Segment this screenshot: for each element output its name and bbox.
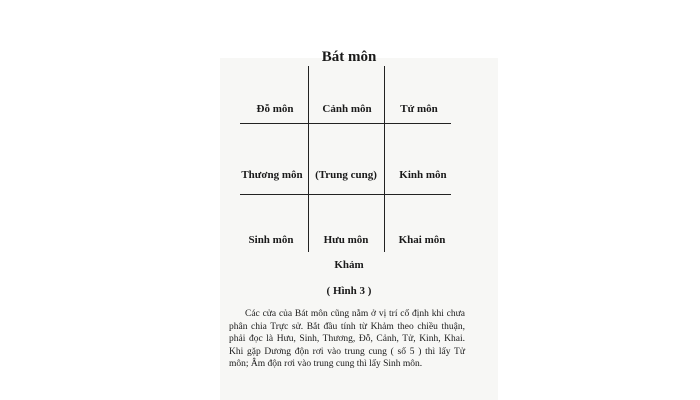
bottom-label-kham: Khảm	[334, 259, 364, 271]
gate-kinh-mon: Kinh môn	[399, 169, 447, 181]
gate-huu-mon: Hưu môn	[323, 234, 369, 246]
grid-horizontal-line-top	[240, 123, 451, 124]
center-trung-cung: (Trung cung)	[315, 169, 377, 181]
grid-vertical-line-right	[384, 66, 385, 252]
gate-do-mon: Đỗ môn	[256, 103, 294, 115]
gate-thuong-mon: Thương môn	[241, 169, 303, 181]
body-paragraph: Các cửa của Bát môn cũng nằm ở vị trí cố định khi chưa phân chia Trực sử. Bắt đầu tính từ Khảm theo chiều thuận, phải đọc là Hưu, Sinh, Thương, Đỗ, Cảnh, Tử, Kinh, Khai. Khi gặp Dương độn rơi vào trung cung ( số 5 ) thì lấy Tử môn; Âm độn rơi vào trung cung thì lấy Sinh môn.	[229, 309, 465, 369]
gate-khai-mon: Khai môn	[398, 234, 446, 246]
grid-horizontal-line-bottom	[240, 194, 451, 195]
gate-tu-mon: Tử môn	[400, 103, 438, 115]
gate-canh-mon: Cảnh môn	[322, 103, 372, 115]
grid-vertical-line-left	[308, 66, 309, 252]
figure-caption: ( Hình 3 )	[326, 285, 372, 297]
gate-sinh-mon: Sinh môn	[248, 234, 294, 246]
figure-title: Bát môn	[321, 49, 377, 65]
